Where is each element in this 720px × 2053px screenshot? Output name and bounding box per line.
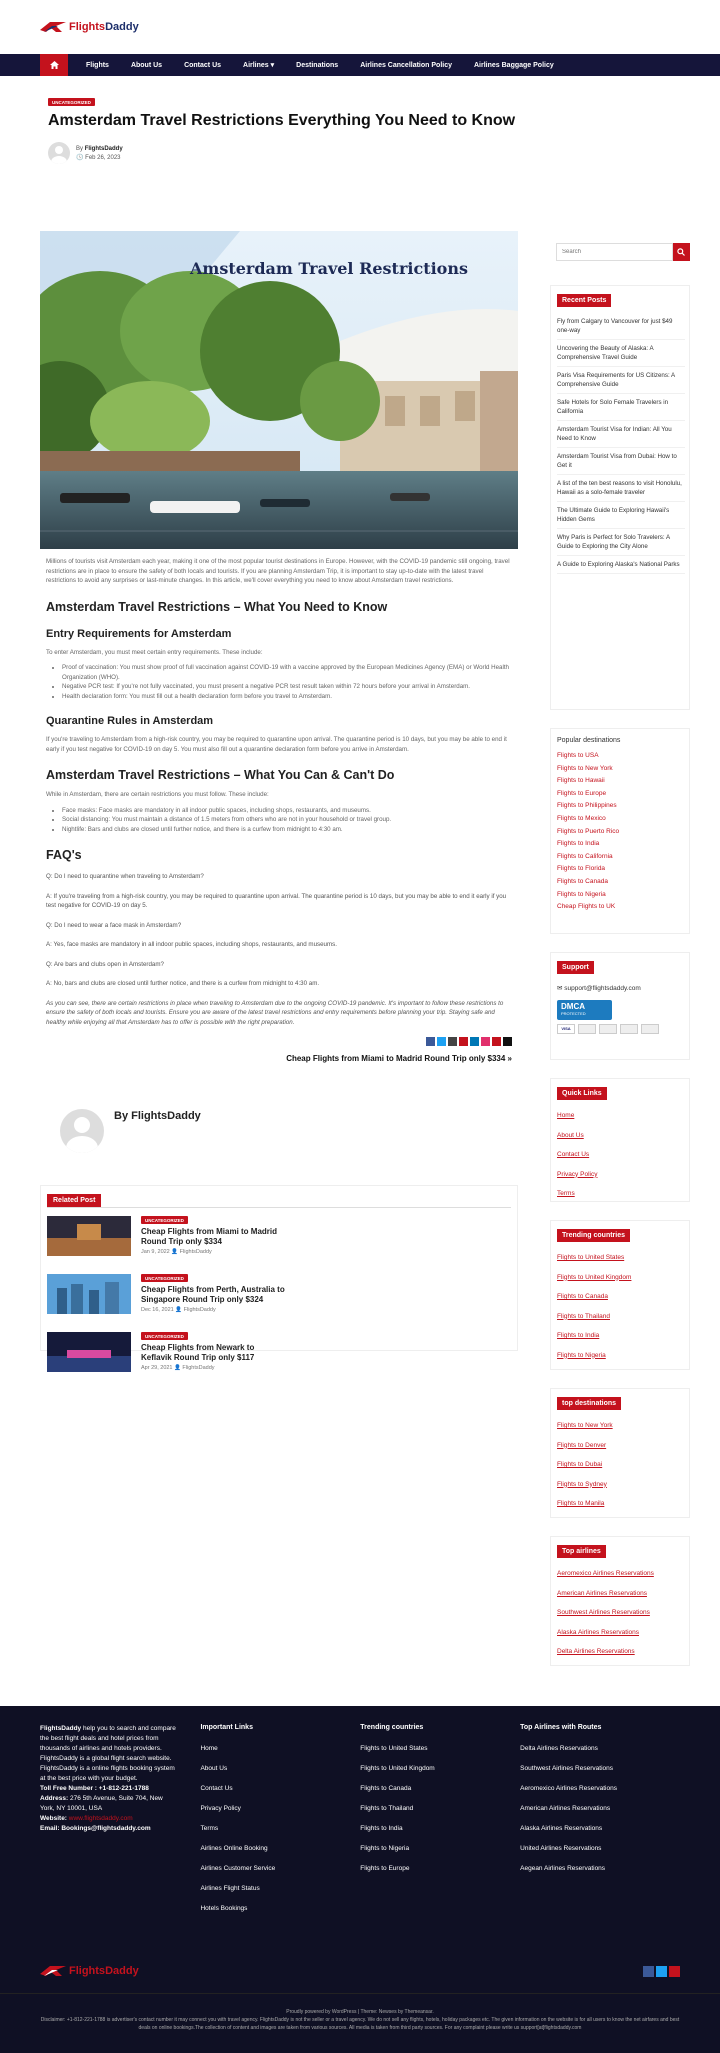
popular-link[interactable]: Flights to Philippines xyxy=(557,802,617,810)
faq-answer: A: No, bars and clubs are closed until further notice, and there is a curfew from midnight to 4:30 am. xyxy=(46,980,320,987)
popular-link[interactable]: Cheap Flights to UK xyxy=(557,903,616,911)
widget-title: Quick Links xyxy=(557,1087,607,1100)
airline-link[interactable]: Southwest Airlines Reservations xyxy=(557,1609,650,1616)
recent-post-link[interactable]: Amsterdam Tourist Visa from Dubai: How to Get it xyxy=(557,448,685,475)
footer-link[interactable]: Aegean Airlines Reservations xyxy=(520,1865,606,1872)
footer-link[interactable]: Flights to Thailand xyxy=(360,1805,414,1812)
copyright-bar xyxy=(0,1993,720,2053)
list-item: • Proof of vaccination: You must show proof of full vaccination against COVID-19 with a vaccine approved by the European Medicines Agency (EMA) or World Health Organization (WHO). xyxy=(62,663,512,682)
email-link[interactable]: Bookings@flightsdaddy.com xyxy=(61,1825,151,1832)
quarantine-paragraph: If you're traveling to Amsterdam from a high-risk country, you may be required to quarantine upon arrival. The quarantine period is 10 days, but you may be able to end it early if you test negative for COVID-19 on day 5. You must also fill out a quarantine declaration form before you arrive in Amsterdam. xyxy=(46,736,507,753)
airline-link[interactable]: Delta Airlines Reservations xyxy=(557,1648,635,1655)
faq-question: Q: Do I need to wear a face mask in Amsterdam? xyxy=(46,921,182,929)
popular-link[interactable]: Flights to Mexico xyxy=(557,814,606,822)
nav-baggage-policy[interactable]: Airlines Baggage Policy xyxy=(474,61,554,69)
amex-icon xyxy=(599,1024,617,1034)
nav-airlines-label: Airlines xyxy=(243,62,269,69)
trending-link[interactable]: Flights to Thailand xyxy=(557,1312,610,1320)
author-box-name[interactable]: By FlightsDaddy xyxy=(114,1110,201,1122)
home-icon xyxy=(50,61,59,69)
mastercard-icon xyxy=(578,1024,596,1034)
amsterdam-canal-illustration xyxy=(40,231,518,549)
category-badge[interactable]: UNCATEGORIZED xyxy=(141,1332,188,1340)
rules-intro: While in Amsterdam, there are certain restrictions you must follow. These include: xyxy=(46,791,269,798)
list-item: • Nightlife: Bars and clubs are closed until further notice, and there is a curfew from midnight to 4:30 am. xyxy=(62,825,512,835)
linkedin-icon[interactable] xyxy=(470,1037,479,1046)
recent-post-link[interactable]: Why Paris is Perfect for Solo Travelers: A Guide to Exploring the City Alone xyxy=(557,529,685,556)
section-subheading-entry: Entry Requirements for Amsterdam xyxy=(46,627,232,640)
email-label: Email: xyxy=(40,1825,60,1832)
footer-heading: Top Airlines with Routes xyxy=(520,1724,602,1731)
section-subheading-quarantine: Quarantine Rules in Amsterdam xyxy=(46,715,214,727)
caret-down-icon: ▾ xyxy=(270,62,275,69)
toll-label: Toll Free Number : xyxy=(40,1785,97,1792)
widget-title: Trending countries xyxy=(557,1229,630,1242)
footer-link[interactable]: American Airlines Reservations xyxy=(520,1805,611,1812)
article-content xyxy=(40,231,518,1706)
popular-link[interactable]: Flights to Canada xyxy=(557,877,608,885)
sidebar xyxy=(540,231,690,1706)
related-title: Related Post xyxy=(47,1194,101,1207)
website-label: Website: xyxy=(40,1815,67,1822)
avatar[interactable] xyxy=(48,142,70,164)
footer-link[interactable]: Delta Airlines Reservations xyxy=(520,1745,598,1752)
footer-link[interactable]: Airlines Online Booking xyxy=(200,1845,268,1852)
meta-text xyxy=(76,146,123,161)
website-link[interactable]: www.flightsdaddy.com xyxy=(68,1815,133,1822)
toll-number[interactable]: +1-812-221-1788 xyxy=(98,1785,149,1792)
home-button[interactable] xyxy=(40,54,68,76)
popular-link[interactable]: Flights to Florida xyxy=(557,865,606,873)
footer-important-links xyxy=(200,1724,360,1919)
section-heading-1: Amsterdam Travel Restrictions – What You Need to Know xyxy=(46,599,388,614)
top-destinations-widget xyxy=(550,1388,690,1518)
disclaimer: Disclaimer: +1-812-221-1788 is advertiser's contact number it may connect you with travel agency. FlightsDaddy is not the seller or a travel agency. We do not sell any flights, hotels, holiday packages etc. The given information on the website is for all users to know the net airfares and best deals on online bookings.The collection of content and images are taken from various sources. All media is taken from third party sources. For any complaint please write us support[at]flightsdaddy.com xyxy=(40,2017,680,2031)
recent-post-link[interactable]: A list of the ten best reasons to visit Honolulu, Hawaii as a solo-female traveler xyxy=(557,475,685,502)
related-item[interactable] xyxy=(47,1216,287,1256)
address-text: 276 5th Avenue, Suite 704, New York, NY 10001, USA xyxy=(40,1795,163,1812)
recent-post-link[interactable]: Paris Visa Requirements for US Citizens: A Comprehensive Guide xyxy=(557,367,685,394)
clock-icon: 🕓 xyxy=(76,154,84,161)
footer-heading: Trending countries xyxy=(360,1724,424,1731)
quick-link[interactable]: Terms xyxy=(557,1190,575,1197)
next-post-link[interactable]: Cheap Flights from Miami to Madrid Round Trip only $334 » xyxy=(286,1054,512,1063)
destination-link[interactable]: Flights to Sydney xyxy=(557,1480,607,1488)
widget-title: top destinations xyxy=(557,1397,621,1410)
airline-link[interactable]: Aeromexico Airlines Reservations xyxy=(557,1570,654,1577)
footer-link[interactable]: Contact Us xyxy=(200,1785,233,1792)
search-icon xyxy=(677,248,685,256)
popular-link[interactable]: Flights to Europe xyxy=(557,789,607,797)
post-date: Dec 16, 2021 xyxy=(141,1307,174,1313)
powered-by: Proudly powered by WordPress | Theme: Newses by Themeansar. xyxy=(286,2009,434,2015)
footer-link[interactable]: Southwest Airlines Reservations xyxy=(520,1765,613,1772)
nav-destinations[interactable]: Destinations xyxy=(296,61,339,69)
user-icon: 👤 xyxy=(171,1249,179,1255)
nav-contact-us[interactable]: Contact Us xyxy=(184,61,222,69)
rules-list xyxy=(40,806,518,835)
print-icon[interactable] xyxy=(503,1037,512,1046)
search-input[interactable] xyxy=(556,243,673,261)
popular-link[interactable]: Flights to California xyxy=(557,852,613,860)
search-button[interactable] xyxy=(673,243,690,261)
quick-link[interactable]: Contact Us xyxy=(557,1151,590,1158)
by-prefix: By xyxy=(76,145,84,152)
instagram-icon[interactable] xyxy=(481,1037,490,1046)
reddit-icon[interactable] xyxy=(492,1037,501,1046)
related-thumb[interactable] xyxy=(47,1332,131,1372)
section-heading-2: Amsterdam Travel Restrictions – What You Can & Can't Do xyxy=(46,768,395,782)
top-bar xyxy=(0,0,720,54)
destination-link[interactable]: Flights to New York xyxy=(557,1422,613,1429)
payment-icons xyxy=(557,1024,689,1034)
recent-posts-widget xyxy=(550,285,690,710)
email-icon[interactable] xyxy=(448,1037,457,1046)
footer-link[interactable]: Flights to United States xyxy=(360,1745,428,1752)
footer-link[interactable]: Flights to Nigeria xyxy=(360,1845,410,1852)
popular-link[interactable]: Flights to USA xyxy=(557,752,599,759)
footer-link[interactable]: Flights to India xyxy=(360,1825,403,1832)
footer-logo-row xyxy=(40,1964,680,1978)
quick-link[interactable]: Privacy Policy xyxy=(557,1170,598,1178)
faq-answer: A: If you're traveling from a high-risk country, you may be required to quarantine upon arrival. The quarantine period is 10 days, but you may be able to end it early if you test negative for COVID-19 on day 5. xyxy=(46,892,507,909)
address-label: Address: xyxy=(40,1795,69,1802)
list-item: • Face masks: Face masks are mandatory in all indoor public spaces, including shops, restaurants, and museums. xyxy=(62,806,512,816)
main-nav xyxy=(0,54,720,76)
footer-link[interactable]: Airlines Customer Service xyxy=(200,1865,276,1872)
footer-link[interactable]: About Us xyxy=(200,1765,228,1772)
trending-link[interactable]: Flights to United Kingdom xyxy=(557,1273,632,1281)
user-icon: 👤 xyxy=(175,1307,183,1313)
intro-paragraph: Millions of tourists visit Amsterdam each year, making it one of the most popular tourist destinations in Europe. However, with the COVID-19 pandemic still ongoing, travel restrictions are in place to ensure the safety of both locals and tourists. If you are planning Amsterdam Trip, it is important to stay up-to-date with the latest travel restrictions to avoid any surprises or last-minute changes. In this article, we'll cover everything you need to know about Amsterdam travel restrictions. xyxy=(46,558,510,584)
footer-heading: Important Links xyxy=(200,1724,253,1731)
post-meta xyxy=(48,142,672,164)
related-thumb[interactable] xyxy=(47,1216,131,1256)
twitter-icon[interactable] xyxy=(656,1966,667,1977)
faq-question: Q: Do I need to quarantine when traveling to Amsterdam? xyxy=(46,873,204,880)
widget-title: Support xyxy=(557,961,594,974)
footer-brand: FlightsDaddy xyxy=(40,1725,82,1732)
visa-icon: VISA xyxy=(557,1024,575,1034)
hero-image xyxy=(40,231,518,549)
list-item: • Negative PCR test: If you're not fully vaccinated, you must present a negative PCR test result taken within 72 hours before your arrival in Amsterdam. xyxy=(62,682,512,692)
post-date: Jan 9, 2022 xyxy=(141,1249,170,1255)
airline-link[interactable]: American Airlines Reservations xyxy=(557,1589,647,1597)
destination-link[interactable]: Flights to Denver xyxy=(557,1441,607,1449)
logo-text: FlightsDaddy xyxy=(69,1965,139,1977)
popular-destinations-widget xyxy=(550,728,690,934)
recent-post-link[interactable]: The Ultimate Guide to Exploring Hawaii's Hidden Gems xyxy=(557,502,685,529)
footer-link[interactable]: Aeromexico Airlines Reservations xyxy=(520,1785,617,1792)
related-post-title[interactable]: Cheap Flights from Miami to Madrid Round Trip only $334 xyxy=(141,1227,278,1246)
author-link[interactable]: FlightsDaddy xyxy=(84,145,123,152)
list-item: • Social distancing: You must maintain a distance of 1.5 meters from others who are not in your household or travel group. xyxy=(62,815,512,825)
nav-cancellation-policy[interactable]: Airlines Cancellation Policy xyxy=(360,61,452,69)
footer-top-airlines xyxy=(520,1724,680,1919)
hero-title: Amsterdam Travel Restrictions xyxy=(190,259,468,278)
faq-question: Q: Are bars and clubs open in Amsterdam? xyxy=(46,960,164,968)
post-author[interactable]: FlightsDaddy xyxy=(179,1249,212,1255)
entry-intro: To enter Amsterdam, you must meet certain entry requirements. These include: xyxy=(46,648,263,656)
related-item[interactable] xyxy=(47,1332,287,1372)
category-badge[interactable]: UNCATEGORIZED xyxy=(141,1274,188,1282)
footer-about xyxy=(40,1724,176,1919)
faq-answer: A: Yes, face masks are mandatory in all indoor public spaces, including shops, restaurants, and museums. xyxy=(46,941,337,948)
footer-link[interactable]: Alaska Airlines Reservations xyxy=(520,1825,603,1832)
footer-link[interactable]: Terms xyxy=(200,1825,219,1832)
quick-link[interactable]: About Us xyxy=(557,1131,584,1139)
trending-link[interactable]: Flights to Nigeria xyxy=(557,1351,606,1359)
destination-link[interactable]: Flights to Dubai xyxy=(557,1461,603,1468)
support-email[interactable]: support@flightsdaddy.com xyxy=(564,985,641,992)
footer-trending-countries xyxy=(360,1724,520,1919)
discover-icon xyxy=(620,1024,638,1034)
main-area xyxy=(0,231,720,1706)
plane-logo-icon xyxy=(40,1964,66,1978)
related-post-title[interactable]: Cheap Flights from Newark to Keflavik Round Trip only $117 xyxy=(141,1343,255,1362)
related-post-title[interactable]: Cheap Flights from Perth, Australia to Singapore Round Trip only $324 xyxy=(141,1285,285,1304)
popular-link[interactable]: Flights to Puerto Rico xyxy=(557,827,620,835)
nav-airlines[interactable] xyxy=(232,61,285,69)
footer-link[interactable]: Flights to United Kingdom xyxy=(360,1765,435,1772)
recent-post-link[interactable]: Safe Hotels for Solo Female Travelers in California xyxy=(557,394,685,421)
footer-link[interactable]: Hotels Bookings xyxy=(200,1905,248,1912)
widget-title: Top airlines xyxy=(557,1545,606,1558)
destination-link[interactable]: Flights to Manila xyxy=(557,1500,605,1507)
list-item: • Health declaration form: You must fill out a health declaration form before you travel to Amsterdam. xyxy=(62,692,512,702)
trending-countries-widget xyxy=(550,1220,690,1370)
site-footer xyxy=(0,1706,720,1993)
footer-about-text: help you to search and compare the best flight deals and hotel prices from thousands of airlines and hotels providers. FlightsDaddy is a global flight search website. FlightsDaddy is a online flights booking system at the best price with your budget. xyxy=(40,1725,176,1782)
recent-post-link[interactable]: Fly from Calgary to Vancouver for just $49 one-way xyxy=(557,313,685,340)
post-date: Feb 26, 2023 xyxy=(85,154,121,161)
user-icon: 👤 xyxy=(174,1365,181,1371)
related-item[interactable] xyxy=(47,1274,287,1314)
entry-list xyxy=(40,663,518,701)
author-box xyxy=(40,1101,518,1161)
footer-social xyxy=(643,1966,680,1977)
author-avatar[interactable] xyxy=(60,1109,104,1153)
category-badge[interactable]: UNCATEGORIZED xyxy=(48,98,95,106)
related-posts xyxy=(40,1185,518,1371)
share-buttons xyxy=(40,1037,518,1046)
recent-post-link[interactable]: Amsterdam Tourist Visa for Indian: All You Need to Know xyxy=(557,421,685,448)
conclusion-paragraph: As you can see, there are certain restrictions in place when traveling to Amsterdam due to the ongoing COVID-19 pandemic. It's important to follow these restrictions to ensure the safety of both locals and tourists. Ensure you are aware of the latest travel restrictions and entry requirements before planning your trip. Staying safe and healthy while enjoying all that Amsterdam has to offer is possible with the right preparation. xyxy=(46,999,504,1026)
widget-title: Recent Posts xyxy=(557,294,611,307)
post-author[interactable]: FlightsDaddy xyxy=(183,1307,216,1313)
popular-link[interactable]: Flights to India xyxy=(557,840,600,848)
nav-about-us[interactable]: About Us xyxy=(130,61,163,69)
top-airlines-widget xyxy=(550,1536,690,1666)
logo-text: FlightsDaddy xyxy=(69,21,139,33)
post-header xyxy=(0,76,720,231)
support-widget xyxy=(550,952,690,1060)
footer-link[interactable]: United Airlines Reservations xyxy=(520,1845,602,1852)
pinterest-icon[interactable] xyxy=(459,1037,468,1046)
site-logo[interactable] xyxy=(40,20,139,34)
footer-logo[interactable] xyxy=(40,1964,139,1978)
twitter-icon[interactable] xyxy=(437,1037,446,1046)
recent-post-link[interactable]: A Guide to Exploring Alaska's National Parks xyxy=(557,556,685,574)
footer-link[interactable]: Flights to Europe xyxy=(360,1865,410,1872)
footer-link[interactable]: Home xyxy=(200,1745,218,1752)
page-title: Amsterdam Travel Restrictions Everything You Need to Know xyxy=(48,112,516,129)
paypal-icon xyxy=(641,1024,659,1034)
footer-link[interactable]: Airlines Flight Status xyxy=(200,1885,260,1892)
footer-link[interactable]: Flights to Canada xyxy=(360,1785,412,1792)
trending-link[interactable]: Flights to Canada xyxy=(557,1293,608,1300)
popular-link[interactable]: Flights to Hawaii xyxy=(557,777,605,785)
envelope-icon: ✉ xyxy=(557,985,563,992)
plane-logo-icon xyxy=(40,20,66,34)
post-author[interactable]: FlightsDaddy xyxy=(182,1365,215,1371)
popular-link[interactable]: Flights to Nigeria xyxy=(557,890,606,898)
trending-link[interactable]: Flights to United States xyxy=(557,1254,625,1261)
post-date: Apr 29, 2021 xyxy=(141,1365,173,1371)
quick-links-widget xyxy=(550,1078,690,1202)
footer-link[interactable]: Privacy Policy xyxy=(200,1805,241,1812)
category-badge[interactable]: UNCATEGORIZED xyxy=(141,1216,188,1224)
dmca-badge[interactable]: DMCA PROTECTED xyxy=(557,1000,612,1020)
pinterest-icon[interactable] xyxy=(669,1966,680,1977)
quick-link[interactable]: Home xyxy=(557,1112,575,1119)
nav-flights[interactable]: Flights xyxy=(86,61,109,69)
related-thumb[interactable] xyxy=(47,1274,131,1314)
popular-link[interactable]: Flights to New York xyxy=(557,764,613,772)
search-form xyxy=(556,243,690,261)
recent-post-link[interactable]: Uncovering the Beauty of Alaska: A Comprehensive Travel Guide xyxy=(557,340,685,367)
widget-title: Popular destinations xyxy=(557,737,621,744)
airline-link[interactable]: Alaska Airlines Reservations xyxy=(557,1628,640,1636)
faq-heading: FAQ's xyxy=(46,848,82,862)
trending-link[interactable]: Flights to India xyxy=(557,1332,600,1339)
facebook-icon[interactable] xyxy=(426,1037,435,1046)
facebook-icon[interactable] xyxy=(643,1966,654,1977)
